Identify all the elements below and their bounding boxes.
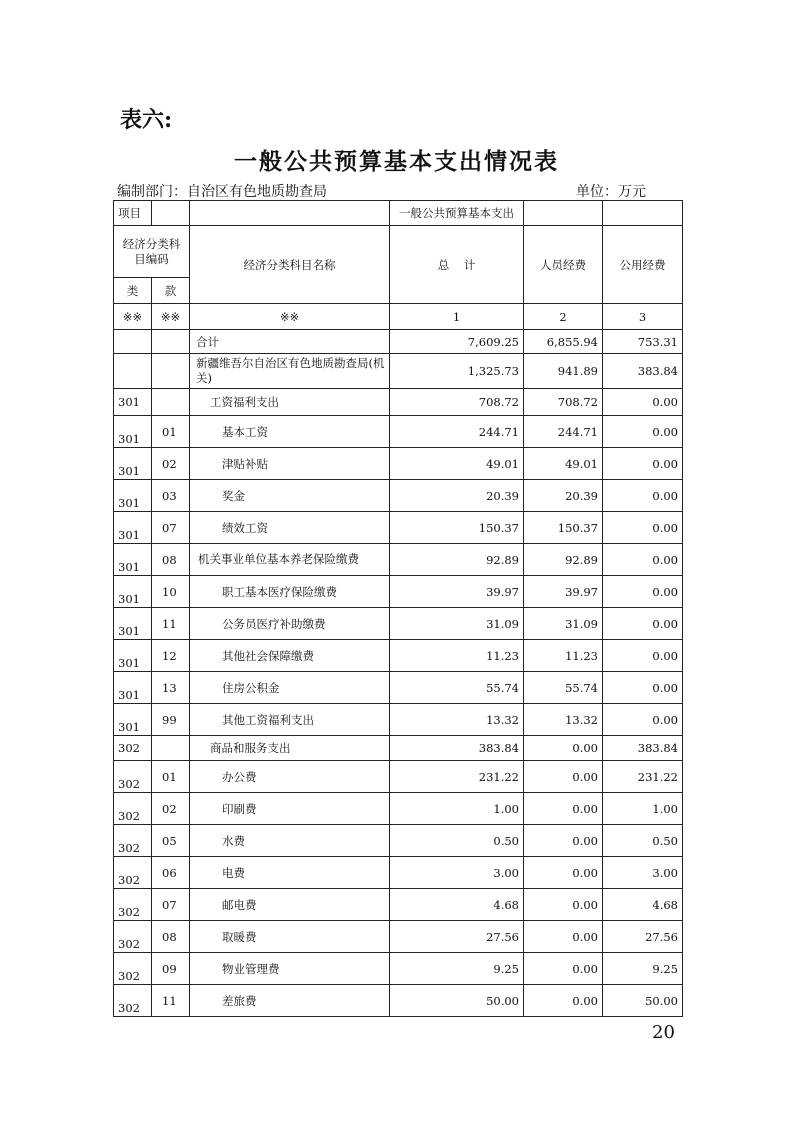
header-lei: 类: [114, 278, 152, 304]
department-label: 编制部门：自治区有色地质勘查局: [117, 184, 327, 200]
header-xiangmu: 项目: [114, 201, 152, 226]
header-col2: 2: [524, 304, 603, 330]
table-body: [114, 330, 683, 1017]
table-row: 301 07 绩效工资 150.37 150.37 0.00: [114, 512, 683, 544]
table-row: 302 01 办公费 231.22 0.00 231.22: [114, 761, 683, 793]
unit-label: 单位：万元: [576, 184, 646, 200]
table-row: 301 12 其他社会保障缴费 11.23 11.23 0.00: [114, 640, 683, 672]
table-row: 301 03 奖金 20.39 20.39 0.00: [114, 480, 683, 512]
header-mark-a: ※※: [114, 304, 152, 330]
table-row: 302 02 印刷费 1.00 0.00 1.00: [114, 793, 683, 825]
table-row: 301 01 基本工资 244.71 244.71 0.00: [114, 416, 683, 448]
table-row: 302 09 物业管理费 9.25 0.00 9.25: [114, 953, 683, 985]
table-header: [114, 201, 683, 330]
header-kuan: 款: [152, 278, 190, 304]
table-row: 合计 7,609.25 6,855.94 753.31: [114, 330, 683, 354]
table-row: 302 06 电费 3.00 0.00 3.00: [114, 857, 683, 889]
header-public: 公用经费: [603, 226, 683, 304]
table-row: 301 13 住房公积金 55.74 55.74 0.00: [114, 672, 683, 704]
table-row: 301 11 公务员医疗补助缴费 31.09 31.09 0.00: [114, 608, 683, 640]
table-row: 301 02 津贴补贴 49.01 49.01 0.00: [114, 448, 683, 480]
table-row: 302 05 水费 0.50 0.00 0.50: [114, 825, 683, 857]
table-row: 301 08 机关事业单位基本养老保险缴费 92.89 92.89 0.00: [114, 544, 683, 576]
header-mark-c: ※※: [190, 304, 390, 330]
table-row: 301 10 职工基本医疗保险缴费 39.97 39.97 0.00: [114, 576, 683, 608]
header-col3: 3: [603, 304, 683, 330]
table-number-label: 表六:: [120, 107, 173, 133]
page-number: 20: [652, 1022, 675, 1043]
header-name: 经济分类科目名称: [190, 226, 390, 304]
page-title: 一般公共预算基本支出情况表: [234, 148, 559, 175]
table-row: 302 08 取暖费 27.56 0.00 27.56: [114, 921, 683, 953]
table-row: 301 99 其他工资福利支出 13.32 13.32 0.00: [114, 704, 683, 736]
table-row: 302 11 差旅费 50.00 0.00 50.00: [114, 985, 683, 1017]
table-row: 302 商品和服务支出 383.84 0.00 383.84: [114, 736, 683, 761]
header-group: 一般公共预算基本支出: [390, 201, 524, 226]
header-mark-b: ※※: [152, 304, 190, 330]
table-row: 302 07 邮电费 4.68 0.00 4.68: [114, 889, 683, 921]
header-code: 经济分类科目编码: [114, 226, 190, 278]
header-personnel: 人员经费: [524, 226, 603, 304]
header-col1: 1: [390, 304, 524, 330]
table-row: 新疆维吾尔自治区有色地质勘查局(机关) 1,325.73 941.89 383.84: [114, 354, 683, 389]
header-total: 总 计: [390, 226, 524, 304]
table-row: 301 工资福利支出 708.72 708.72 0.00: [114, 389, 683, 416]
budget-table: [113, 200, 683, 1017]
